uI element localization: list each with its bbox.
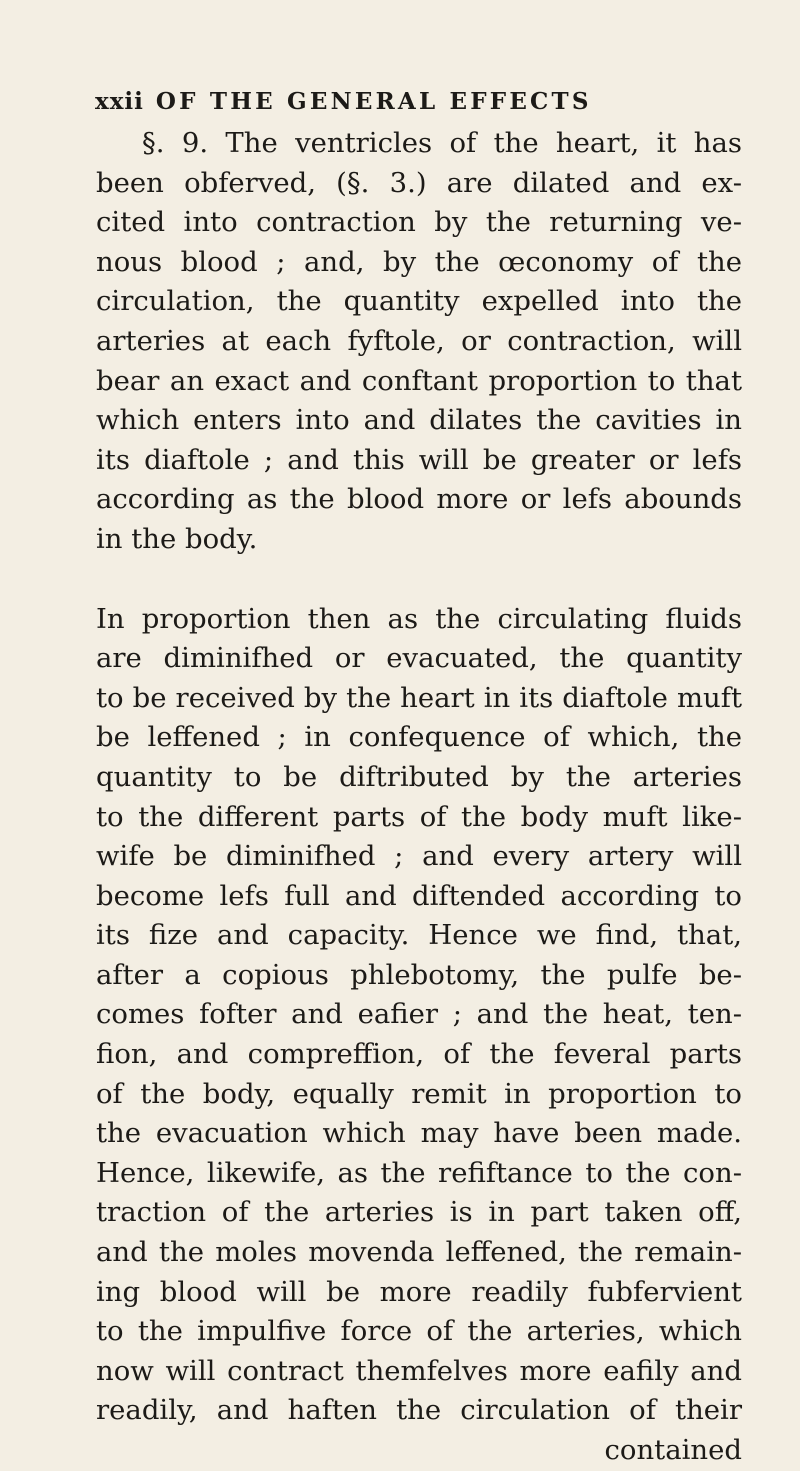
text-line: circulation, the quantity expelled into the <box>96 285 742 318</box>
paragraph-section-9 <box>96 124 742 560</box>
text-line: In proportion then as the circulating fluids <box>96 602 742 635</box>
paragraph-gap <box>96 560 742 600</box>
text-line: its fize and capacity. Hence we find, that, <box>96 919 742 952</box>
text-line: wife be diminifhed ; and every artery will <box>96 840 742 873</box>
text-line: bear an exact and conftant proportion to that <box>96 364 742 397</box>
text-line: ing blood will be more readily fubfervient <box>96 1275 742 1308</box>
text-line: are diminifhed or evacuated, the quantity <box>96 642 742 675</box>
text-line: the evacuation which may have been made. <box>96 1117 742 1150</box>
text-line: now will contract themfelves more eafily and <box>96 1354 742 1387</box>
text-line: §. 9. The ventricles of the heart, it has <box>142 127 742 159</box>
running-head <box>95 88 592 115</box>
text-line: after a copious phlebotomy, the pulfe be- <box>96 958 742 991</box>
text-line: arteries at each fyftole, or contraction, will <box>96 324 742 357</box>
text-line: become lefs full and diftended according to <box>96 879 742 912</box>
text-line: nous blood ; and, by the œconomy of the <box>96 245 742 278</box>
text-line: and the moles movenda leffened, the remain- <box>96 1236 742 1269</box>
body-text <box>96 124 742 1471</box>
text-line: been obferved, (§. 3.) are dilated and ex- <box>96 166 742 199</box>
text-line: to the different parts of the body muft like- <box>96 800 742 833</box>
text-line: Hence, likewife, as the refiftance to the con- <box>96 1156 742 1189</box>
text-line: its diaftole ; and this will be greater or lefs <box>96 443 742 476</box>
text-line: comes fofter and eafier ; and the heat, ten- <box>96 998 742 1031</box>
text-line: quantity to be diftributed by the arteries <box>96 760 742 793</box>
paragraph-proportion <box>96 600 742 1431</box>
text-line: which enters into and dilates the cavities in <box>96 404 742 437</box>
text-line: fion, and compreffion, of the feveral parts <box>96 1038 742 1071</box>
text-line: to the impulfive force of the arteries, which <box>96 1315 742 1348</box>
text-line: cited into contraction by the returning ve- <box>96 206 742 239</box>
text-line: of the body, equally remit in proportion to <box>96 1077 742 1110</box>
text-line: to be received by the heart in its diaftole muft <box>96 681 742 714</box>
text-line: traction of the arteries is in part taken off, <box>96 1196 742 1229</box>
page-number: xxii <box>95 88 144 115</box>
text-line: in the body. <box>96 522 258 555</box>
text-line: readily, and haften the circulation of their <box>96 1394 742 1427</box>
running-title: OF THE GENERAL EFFECTS <box>155 88 592 115</box>
catchword: contained <box>604 1434 742 1466</box>
text-line: be leffened ; in confequence of which, the <box>96 721 742 754</box>
text-line: according as the blood more or lefs abounds <box>96 483 742 516</box>
